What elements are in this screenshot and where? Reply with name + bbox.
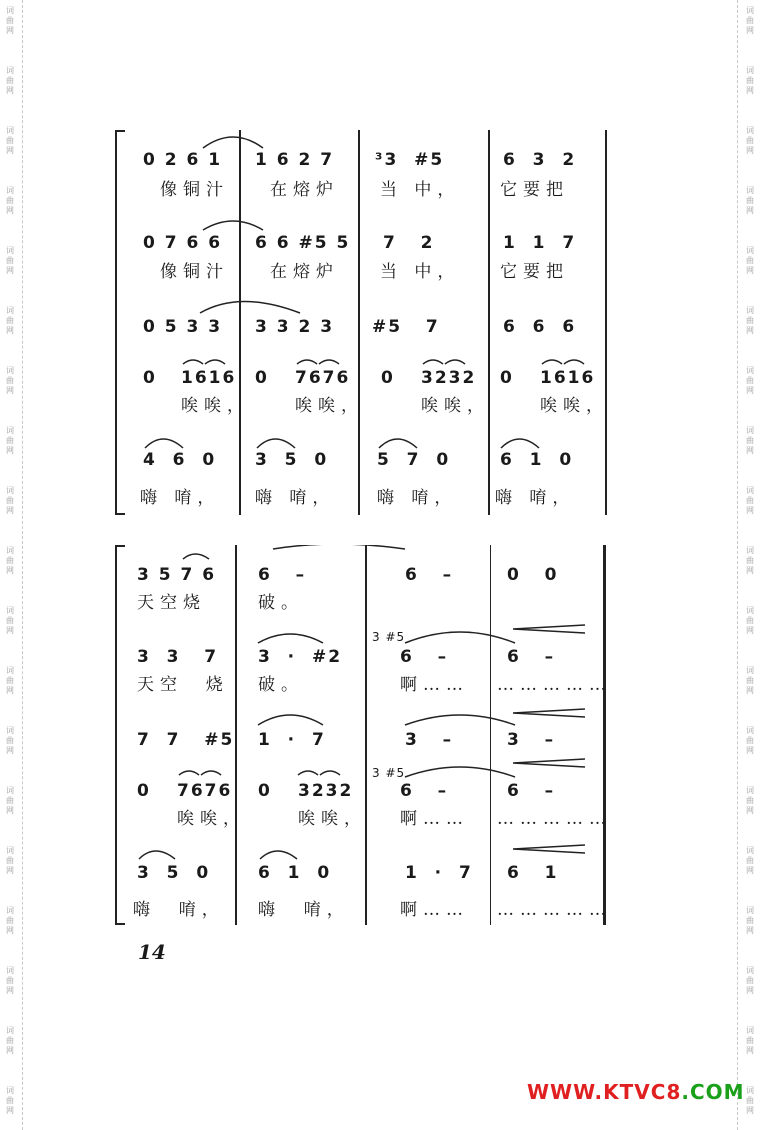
side-watermark-label: 词 曲 网 (6, 66, 14, 95)
measure-notes: 6 – (400, 647, 449, 667)
measure-notes: ³3 #5 (375, 150, 445, 170)
lyric: 它要把 (500, 262, 569, 282)
lyric: 像铜汁 (160, 180, 229, 200)
side-watermark-label: 词 曲 网 (6, 126, 14, 155)
side-watermark-label: 词 曲 网 (6, 906, 14, 935)
side-watermark-label: 词 曲 网 (746, 906, 754, 935)
measure-notes: 6 – (507, 647, 556, 667)
right-watermark-column (737, 0, 760, 1130)
lyric: 唉唉， (421, 396, 490, 416)
rest: 0 (137, 781, 151, 801)
side-watermark-label: 词 曲 网 (746, 66, 754, 95)
measure-notes: 3 5 0 (137, 863, 211, 883)
measure-notes: 3 3 7 (137, 647, 219, 667)
side-watermark-label: 词 曲 网 (746, 126, 754, 155)
lyric: 啊…… (400, 809, 469, 829)
left-watermark-column (0, 0, 23, 1130)
side-watermark-label: 词 曲 网 (746, 366, 754, 395)
lyric: 唉唉， (181, 396, 250, 416)
lyric: 在熔炉 (270, 262, 339, 282)
side-watermark-label: 词 曲 网 (6, 786, 14, 815)
measure-notes: 3 – (405, 730, 454, 750)
measure-notes: 6 1 0 (500, 450, 574, 470)
lyric: 嗨 唷， (377, 488, 458, 508)
barline (358, 130, 360, 515)
measure-notes: 6 – (258, 565, 307, 585)
side-watermark-label: 词 曲 网 (6, 6, 14, 35)
side-watermark-label: 词 曲 网 (6, 1086, 14, 1115)
side-watermark-label: 词 曲 网 (6, 366, 14, 395)
measure-notes: 3 · #2 (258, 647, 343, 667)
system-bracket (115, 130, 123, 515)
lyric: 它要把 (500, 180, 569, 200)
grace-notes: 3 #5 (372, 766, 406, 780)
lyric: 嗨 唷， (255, 488, 336, 508)
rest: 0 (255, 368, 269, 388)
barline (365, 545, 367, 925)
rest: 0 (500, 368, 514, 388)
lyric: 天空烧 (137, 593, 206, 613)
side-watermark-label: 词 曲 网 (746, 246, 754, 275)
lyric: 啊…… (400, 675, 469, 695)
side-watermark-label: 词 曲 网 (6, 726, 14, 755)
measure-notes: 7676 (295, 368, 351, 388)
website-watermark (527, 1080, 745, 1104)
dotted-continuation: …………… (497, 809, 612, 829)
lyric: 啊…… (400, 900, 469, 920)
website-name: WWW.KTVC8 (527, 1080, 682, 1104)
measure-notes: 6 6 6 (503, 317, 577, 337)
measure-notes: 6 – (405, 565, 454, 585)
lyric: 嗨 唷， (140, 488, 221, 508)
side-watermark-label: 词 曲 网 (6, 426, 14, 455)
side-watermark-label: 词 曲 网 (6, 606, 14, 635)
side-watermark-label: 词 曲 网 (6, 666, 14, 695)
measure-notes: 7 2 (383, 233, 435, 253)
barline (488, 130, 490, 515)
system-bracket (115, 545, 123, 925)
measure-notes: 6 – (400, 781, 449, 801)
measure-notes: 0 2 6 1 (143, 150, 223, 170)
measure-notes: 3 – (507, 730, 556, 750)
measure-notes: 3232 (421, 368, 477, 388)
grace-notes: 3 #5 (372, 630, 406, 644)
lyric: 嗨 唷， (495, 488, 576, 508)
lyric: 当 中， (380, 262, 461, 282)
side-watermark-label: 词 曲 网 (6, 486, 14, 515)
side-watermark-label: 词 曲 网 (746, 1086, 754, 1115)
dotted-continuation: …………… (497, 900, 612, 920)
measure-notes: 1 · 7 (405, 863, 473, 883)
side-watermark-label: 词 曲 网 (746, 726, 754, 755)
side-watermark-label: 词 曲 网 (746, 426, 754, 455)
measure-notes: 0 0 (507, 565, 559, 585)
measure-notes: 5 7 0 (377, 450, 451, 470)
barline (490, 545, 491, 925)
side-watermark-label: 词 曲 网 (6, 1026, 14, 1055)
side-watermark-label: 词 曲 网 (746, 306, 754, 335)
side-watermark-label: 词 曲 网 (746, 1026, 754, 1055)
measure-notes: 7676 (177, 781, 233, 801)
side-watermark-label: 词 曲 网 (6, 546, 14, 575)
dotted-continuation: …………… (497, 675, 612, 695)
website-suffix: .COM (681, 1080, 745, 1104)
measure-notes: 3 5 0 (255, 450, 329, 470)
side-watermark-label: 词 曲 网 (6, 846, 14, 875)
measure-notes: 6 6 #5 5 (255, 233, 351, 253)
side-watermark-label: 词 曲 网 (746, 846, 754, 875)
measure-notes: 0 7 6 6 (143, 233, 223, 253)
measure-notes: 6 3 2 (503, 150, 577, 170)
side-watermark-label: 词 曲 网 (6, 306, 14, 335)
measure-notes: 4 6 0 (143, 450, 217, 470)
lyric: 嗨 唷， (258, 900, 350, 920)
side-watermark-label: 词 曲 网 (746, 666, 754, 695)
side-watermark-label: 词 曲 网 (746, 546, 754, 575)
side-watermark-label: 词 曲 网 (6, 186, 14, 215)
page-number: 14 (138, 940, 166, 964)
measure-notes: 1 6 2 7 (255, 150, 335, 170)
side-watermark-label: 词 曲 网 (746, 186, 754, 215)
lyric: 唉唉， (177, 809, 246, 829)
barline (239, 130, 241, 515)
rest: 0 (258, 781, 272, 801)
measure-notes: 7 7 #5 (137, 730, 235, 750)
lyric: 天空 烧 (137, 675, 229, 695)
measure-notes: 1616 (540, 368, 596, 388)
measure-notes: 3232 (298, 781, 354, 801)
measure-notes: 6 1 (507, 863, 559, 883)
side-watermark-label: 词 曲 网 (746, 486, 754, 515)
lyric: 当 中， (380, 180, 461, 200)
measure-notes: 6 – (507, 781, 556, 801)
side-watermark-label: 词 曲 网 (6, 966, 14, 995)
measure-notes: 1 · 7 (258, 730, 326, 750)
lyric: 嗨 唷， (133, 900, 225, 920)
measure-notes: 0 5 3 3 (143, 317, 223, 337)
barline (605, 130, 607, 515)
lyric: 唉唉， (540, 396, 609, 416)
measure-notes: 1616 (181, 368, 237, 388)
lyric: 唉唉， (295, 396, 364, 416)
lyric: 像铜汁 (160, 262, 229, 282)
score-system-1 (115, 130, 610, 515)
lyric: 在熔炉 (270, 180, 339, 200)
measure-notes: #5 7 (372, 317, 440, 337)
score-system-2 (115, 545, 610, 925)
side-watermark-label: 词 曲 网 (746, 966, 754, 995)
side-watermark-label: 词 曲 网 (746, 606, 754, 635)
final-barline (603, 545, 606, 925)
measure-notes: 3 3 2 3 (255, 317, 335, 337)
lyric: 破。 (258, 593, 304, 613)
measure-notes: 3 5 7 6 (137, 565, 217, 585)
side-watermark-label: 词 曲 网 (746, 6, 754, 35)
side-watermark-label: 词 曲 网 (746, 786, 754, 815)
measure-notes: 6 1 0 (258, 863, 332, 883)
side-watermark-label: 词 曲 网 (6, 246, 14, 275)
lyric: 唉唉， (298, 809, 367, 829)
rest: 0 (381, 368, 395, 388)
measure-notes: 1 1 7 (503, 233, 577, 253)
barline (235, 545, 237, 925)
rest: 0 (143, 368, 157, 388)
lyric: 破。 (258, 675, 304, 695)
